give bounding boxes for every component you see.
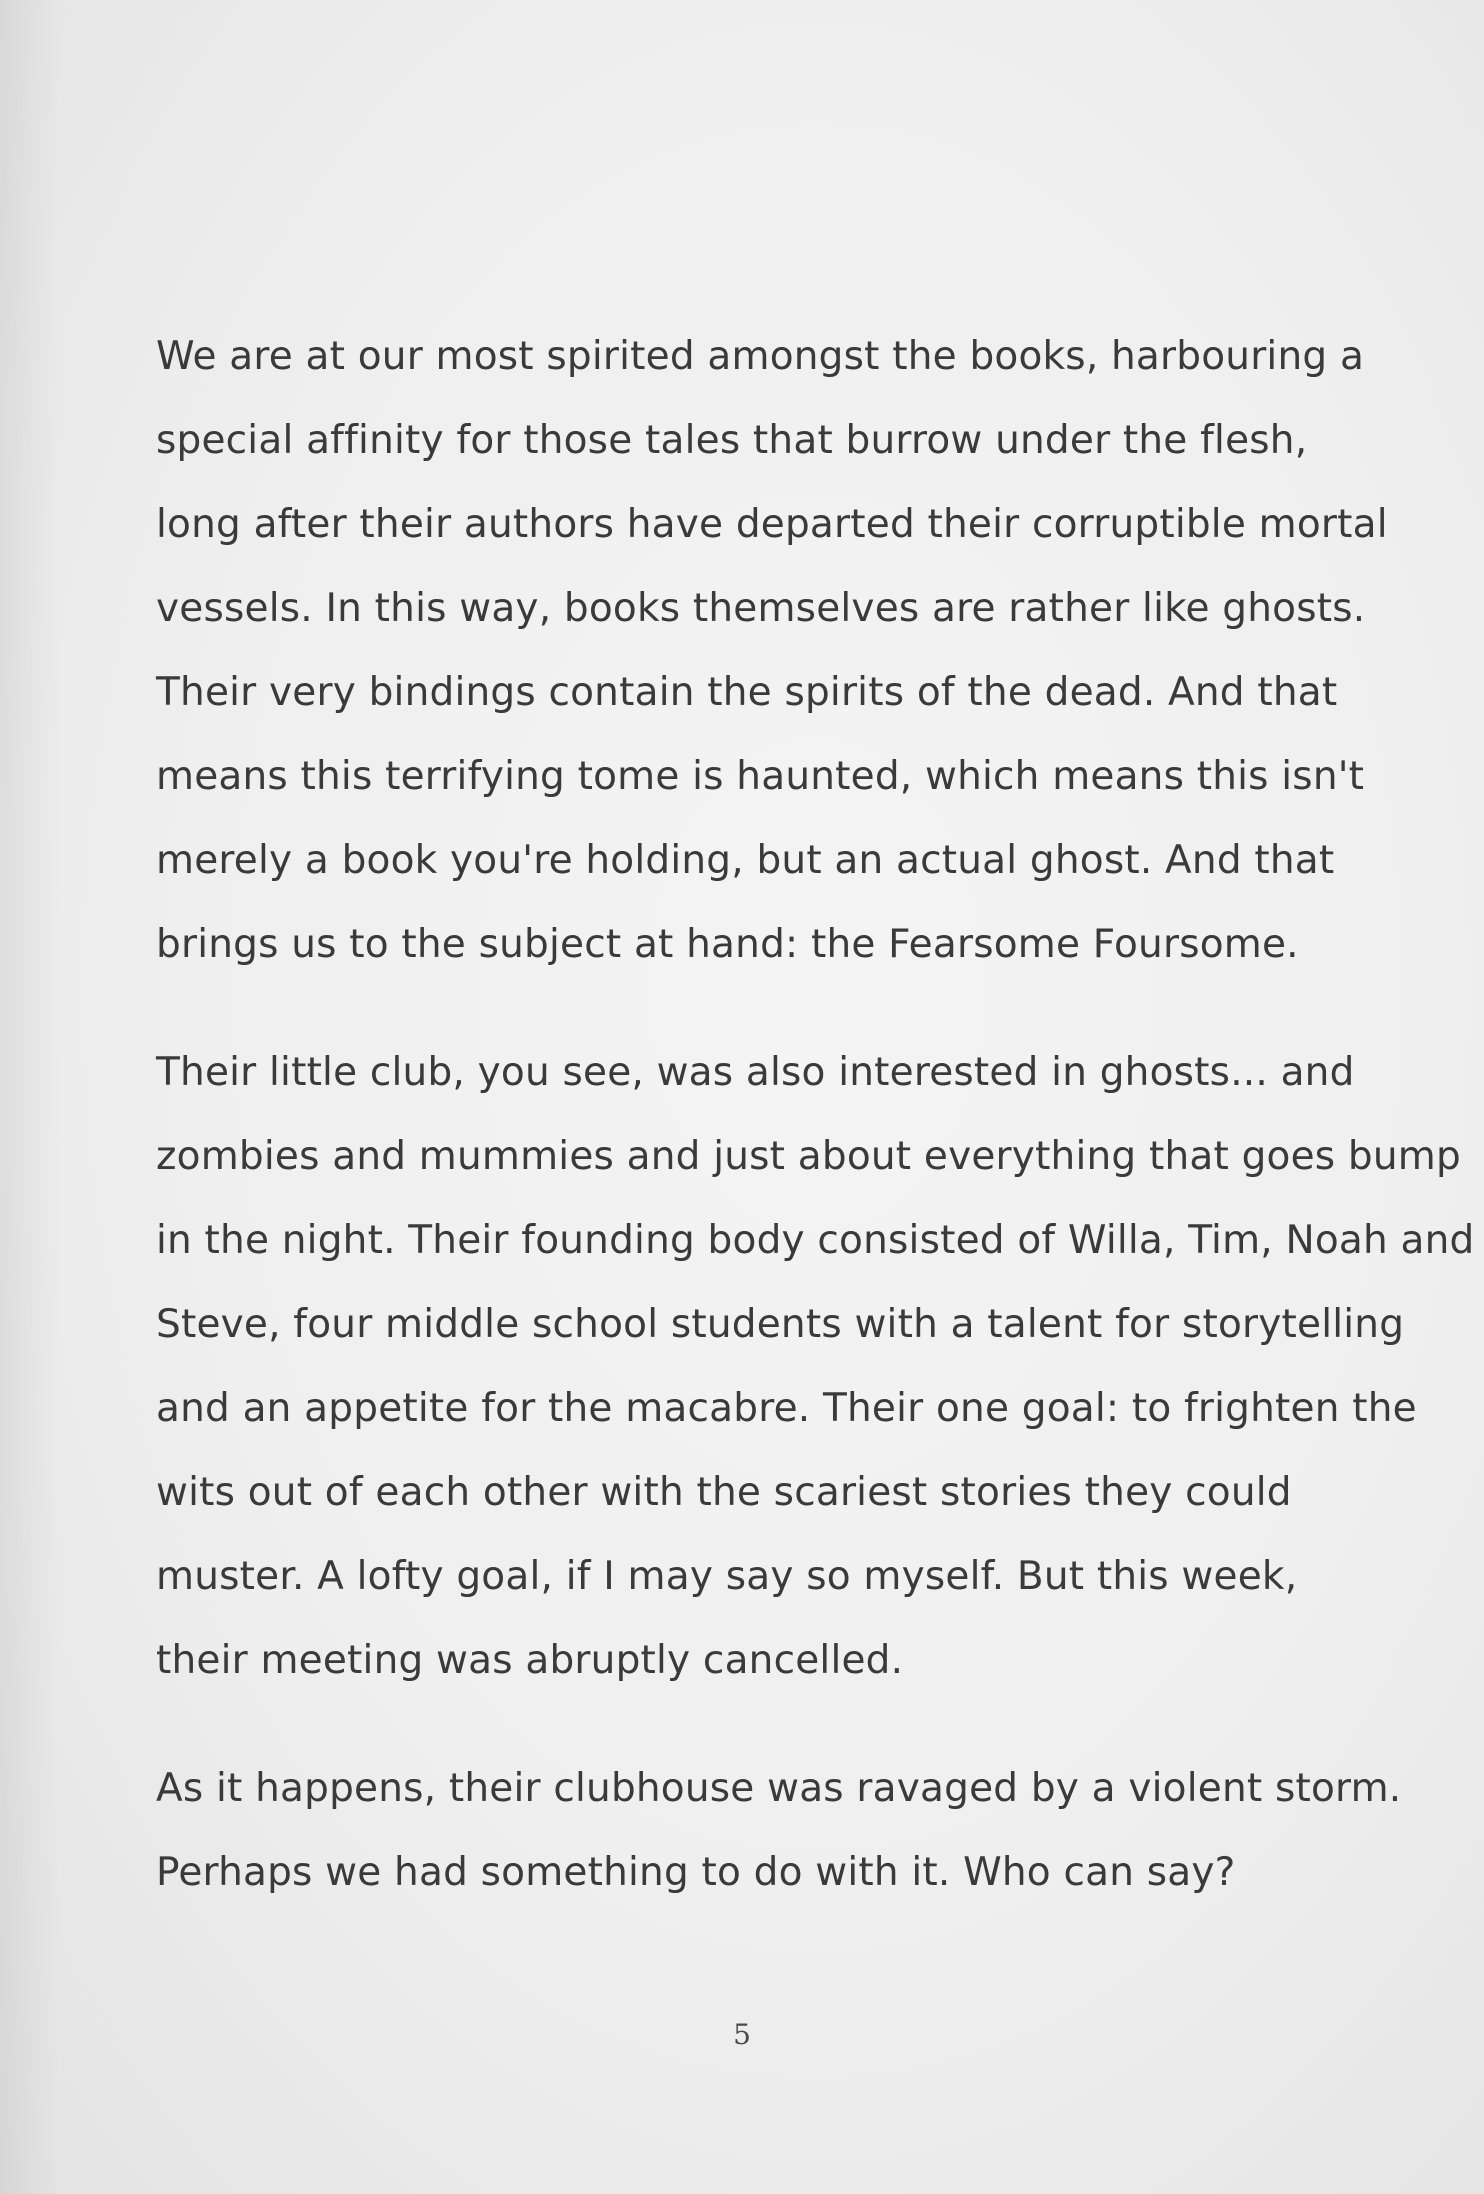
text-line: brings us to the subject at hand: the Fearsome Foursome.: [156, 922, 1299, 967]
text-line: As it happens, their clubhouse was ravaged by a violent storm.: [156, 1766, 1402, 1811]
text-line: Steve, four middle school students with a talent for storytelling: [156, 1302, 1405, 1347]
text-line: vessels. In this way, books themselves are rather like ghosts.: [156, 586, 1366, 631]
text-line: wits out of each other with the scariest stories they could: [156, 1470, 1292, 1515]
text-line: zombies and mummies and just about everything that goes bump: [156, 1134, 1461, 1179]
text-line: in the night. Their founding body consisted of Willa, Tim, Noah and: [156, 1218, 1475, 1263]
text-line: Their very bindings contain the spirits of the dead. And that: [156, 670, 1338, 715]
body-text: [156, 315, 1475, 1959]
paragraph-2: [156, 1031, 1475, 1703]
text-line: long after their authors have departed their corruptible mortal: [156, 502, 1388, 547]
text-line: and an appetite for the macabre. Their one goal: to frighten the: [156, 1386, 1417, 1431]
paragraph-1: [156, 315, 1388, 987]
paragraph-3: [156, 1747, 1402, 1915]
text-line: Perhaps we had something to do with it. Who can say?: [156, 1850, 1236, 1895]
text-line: special affinity for those tales that burrow under the flesh,: [156, 418, 1308, 463]
text-line: means this terrifying tome is haunted, which means this isn't: [156, 754, 1365, 799]
text-line: Their little club, you see, was also interested in ghosts... and: [156, 1050, 1355, 1095]
text-line: merely a book you're holding, but an actual ghost. And that: [156, 838, 1335, 883]
text-line: muster. A lofty goal, if I may say so myself. But this week,: [156, 1554, 1298, 1599]
page-number: 5: [733, 2018, 751, 2051]
text-line: We are at our most spirited amongst the books, harbouring a: [156, 334, 1365, 379]
text-line: their meeting was abruptly cancelled.: [156, 1638, 904, 1683]
